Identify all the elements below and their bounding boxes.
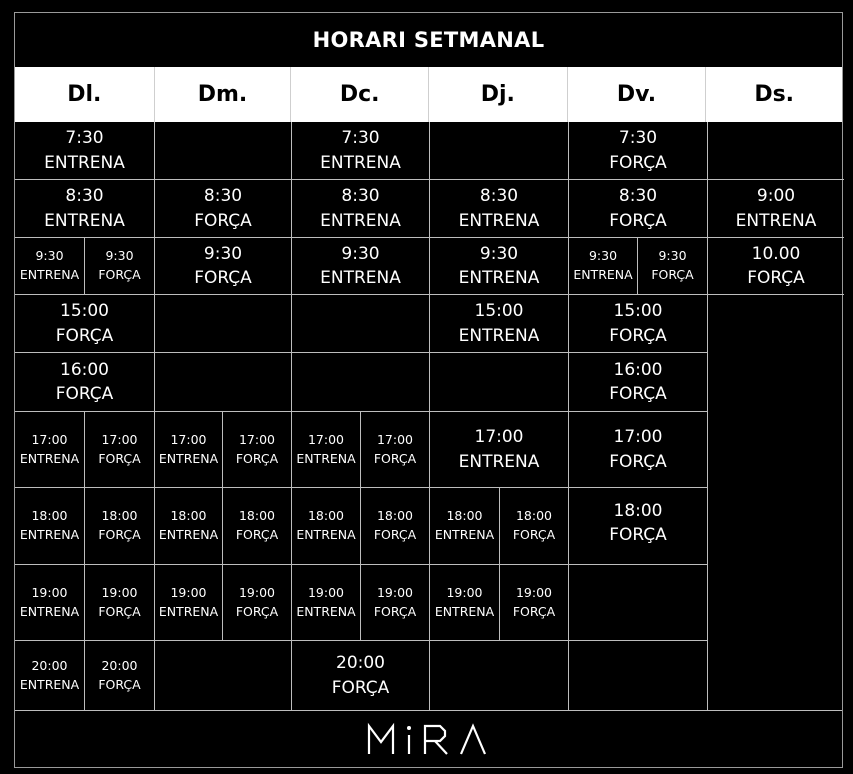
- class-type: FORÇA: [373, 527, 417, 542]
- class-slot: [223, 412, 292, 488]
- class-type: FORÇA: [98, 603, 141, 619]
- class-type: ENTRENA: [434, 527, 495, 542]
- class-type: ENTRENA: [434, 603, 495, 619]
- class-time: 15:00: [60, 301, 109, 322]
- class-time: 8:30: [618, 186, 658, 207]
- class-type: FORÇA: [512, 603, 556, 619]
- class-type: FORÇA: [98, 527, 141, 542]
- class-type: FORÇA: [331, 677, 390, 698]
- class-type: ENTRENA: [296, 450, 356, 466]
- class-slot: [292, 412, 361, 488]
- class-slot: [361, 565, 430, 641]
- class-type: ENTRENA: [458, 210, 540, 231]
- class-slot: [361, 412, 430, 488]
- class-time: 18:00: [376, 508, 414, 524]
- class-time: 19:00: [515, 584, 553, 600]
- class-slot: [430, 180, 569, 238]
- class-slot: [15, 641, 85, 710]
- class-time: 9:30: [35, 248, 64, 264]
- class-type: ENTRENA: [320, 210, 401, 231]
- class-slot: [292, 180, 430, 238]
- class-time: 9:30: [105, 248, 134, 264]
- empty-slot: [430, 353, 569, 412]
- class-type: ENTRENA: [735, 210, 817, 231]
- class-time: 19:00: [376, 584, 414, 600]
- class-time: 20:00: [101, 657, 138, 673]
- class-slot: [430, 488, 500, 565]
- class-slot: [85, 488, 155, 565]
- class-type: ENTRENA: [19, 527, 80, 542]
- class-type: ENTRENA: [19, 603, 80, 619]
- empty-slot: [155, 641, 292, 710]
- class-slot: [15, 238, 85, 295]
- class-time: 17:00: [613, 427, 663, 448]
- empty-slot: [708, 295, 844, 710]
- class-type: ENTRENA: [158, 450, 219, 466]
- empty-slot: [569, 641, 708, 710]
- class-time: 9:30: [479, 243, 519, 264]
- class-slot: [430, 238, 569, 295]
- class-time: 9:30: [588, 248, 618, 264]
- class-slot: [292, 565, 361, 641]
- day-header-ds: Ds.: [754, 82, 795, 107]
- class-slot: [15, 412, 85, 488]
- class-slot: [85, 238, 155, 295]
- class-type: ENTRENA: [44, 210, 125, 231]
- class-time: 10.00: [751, 243, 801, 264]
- class-type: ENTRENA: [320, 268, 401, 288]
- class-type: FORÇA: [235, 603, 279, 619]
- empty-slot: [430, 122, 569, 180]
- class-time: 18:00: [613, 501, 663, 521]
- class-time: 17:00: [474, 427, 524, 448]
- class-type: ENTRENA: [44, 152, 125, 173]
- class-time: 18:00: [31, 508, 68, 524]
- class-time: 15:00: [613, 301, 663, 322]
- class-time: 18:00: [307, 508, 345, 524]
- class-type: FORÇA: [55, 384, 114, 404]
- mira-logo: [367, 722, 491, 756]
- empty-slot: [292, 353, 430, 412]
- class-type: FORÇA: [98, 450, 141, 466]
- class-slot: [15, 122, 155, 180]
- class-slot: [569, 353, 708, 412]
- class-slot: [430, 412, 569, 488]
- class-time: 9:30: [203, 243, 243, 264]
- class-type: ENTRENA: [458, 325, 540, 346]
- class-slot: [15, 565, 85, 641]
- empty-slot: [430, 641, 569, 710]
- empty-slot: [155, 295, 292, 353]
- schedule-frame: [14, 12, 843, 768]
- day-header-dv: Dv.: [568, 67, 707, 122]
- class-slot: [569, 122, 708, 180]
- class-time: 20:00: [336, 653, 385, 674]
- empty-slot: [708, 122, 844, 180]
- class-time: 8:30: [479, 186, 519, 207]
- class-time: 15:00: [474, 301, 524, 322]
- class-slot: [223, 488, 292, 565]
- class-time: 7:30: [618, 128, 658, 149]
- day-header-dj: Dj.: [429, 67, 568, 122]
- class-time: 19:00: [170, 584, 207, 600]
- class-time: 8:30: [203, 186, 243, 207]
- class-slot: [292, 238, 430, 295]
- class-slot: [361, 488, 430, 565]
- class-slot: [85, 565, 155, 641]
- class-type: FORÇA: [609, 210, 667, 231]
- class-type: FORÇA: [609, 451, 667, 472]
- class-slot: [292, 641, 430, 710]
- class-slot: [155, 565, 223, 641]
- class-type: ENTRENA: [296, 603, 356, 619]
- class-time: 18:00: [515, 508, 553, 524]
- class-slot: [569, 238, 638, 295]
- class-type: FORÇA: [235, 450, 279, 466]
- class-slot: [638, 238, 708, 295]
- class-time: 17:00: [31, 431, 68, 447]
- class-type: FORÇA: [194, 268, 252, 288]
- class-type: FORÇA: [747, 268, 805, 288]
- class-slot: [569, 412, 708, 488]
- class-slot: [569, 488, 708, 565]
- class-slot: [430, 295, 569, 353]
- class-slot: [500, 565, 569, 641]
- class-type: FORÇA: [373, 603, 417, 619]
- class-time: 7:30: [341, 128, 380, 149]
- day-header-dc: Dc.: [291, 67, 429, 122]
- class-slot: [500, 488, 569, 565]
- class-time: 7:30: [65, 128, 104, 149]
- footer: [15, 710, 842, 767]
- class-slot: [155, 488, 223, 565]
- class-slot: [155, 412, 223, 488]
- class-slot: [292, 122, 430, 180]
- class-type: FORÇA: [55, 325, 114, 346]
- class-time: 19:00: [238, 584, 276, 600]
- class-type: FORÇA: [98, 267, 141, 282]
- class-time: 9:30: [658, 248, 687, 264]
- class-time: 19:00: [101, 584, 138, 600]
- class-slot: [155, 238, 292, 295]
- class-slot: [15, 180, 155, 238]
- class-time: 20:00: [31, 657, 68, 673]
- class-slot: [15, 295, 155, 353]
- class-time: 19:00: [31, 584, 68, 600]
- class-type: ENTRENA: [19, 267, 80, 282]
- class-type: ENTRENA: [573, 267, 633, 282]
- class-slot: [15, 353, 155, 412]
- class-type: ENTRENA: [158, 527, 219, 542]
- class-type: FORÇA: [98, 676, 141, 692]
- empty-slot: [569, 565, 708, 641]
- class-type: FORÇA: [235, 527, 279, 542]
- class-slot: [85, 641, 155, 710]
- class-time: 18:00: [238, 508, 276, 524]
- class-time: 17:00: [376, 431, 414, 447]
- day-header-row: [15, 67, 842, 122]
- class-type: ENTRENA: [296, 527, 356, 542]
- class-time: 18:00: [446, 508, 483, 524]
- class-time: 19:00: [446, 584, 483, 600]
- class-slot: [430, 565, 500, 641]
- page-title: HORARI SETMANAL: [312, 28, 545, 52]
- day-header-dm: Dm.: [155, 67, 292, 122]
- class-time: 9:00: [756, 186, 796, 207]
- day-header-dl: Dl.: [15, 67, 155, 122]
- class-type: ENTRENA: [158, 603, 219, 619]
- class-time: 18:00: [101, 508, 138, 524]
- class-type: FORÇA: [609, 384, 667, 404]
- class-type: FORÇA: [194, 210, 252, 231]
- class-time: 17:00: [170, 431, 207, 447]
- schedule-grid: [15, 122, 844, 710]
- class-type: FORÇA: [609, 152, 667, 173]
- class-time: 8:30: [341, 186, 380, 207]
- class-time: 19:00: [307, 584, 345, 600]
- class-slot: [708, 180, 844, 238]
- class-slot: [292, 488, 361, 565]
- class-type: ENTRENA: [458, 451, 540, 472]
- empty-slot: [155, 353, 292, 412]
- class-time: 16:00: [613, 359, 663, 380]
- class-type: FORÇA: [373, 450, 417, 466]
- class-type: FORÇA: [512, 527, 556, 542]
- class-slot: [569, 180, 708, 238]
- class-type: ENTRENA: [19, 450, 80, 466]
- class-type: FORÇA: [609, 325, 667, 346]
- class-type: ENTRENA: [19, 676, 80, 692]
- empty-slot: [292, 295, 430, 353]
- class-time: 16:00: [60, 359, 109, 380]
- class-slot: [223, 565, 292, 641]
- class-type: ENTRENA: [320, 152, 401, 173]
- class-type: FORÇA: [609, 525, 667, 546]
- class-type: FORÇA: [651, 267, 694, 282]
- class-time: 17:00: [238, 431, 276, 447]
- class-slot: [708, 238, 844, 295]
- class-type: ENTRENA: [458, 268, 540, 288]
- class-slot: [85, 412, 155, 488]
- class-time: 17:00: [101, 431, 138, 447]
- class-time: 18:00: [170, 508, 207, 524]
- class-slot: [15, 488, 85, 565]
- class-slot: [155, 180, 292, 238]
- empty-slot: [155, 122, 292, 180]
- class-time: 17:00: [307, 431, 345, 447]
- class-slot: [569, 295, 708, 353]
- class-time: 9:30: [341, 243, 380, 264]
- class-time: 8:30: [65, 186, 104, 207]
